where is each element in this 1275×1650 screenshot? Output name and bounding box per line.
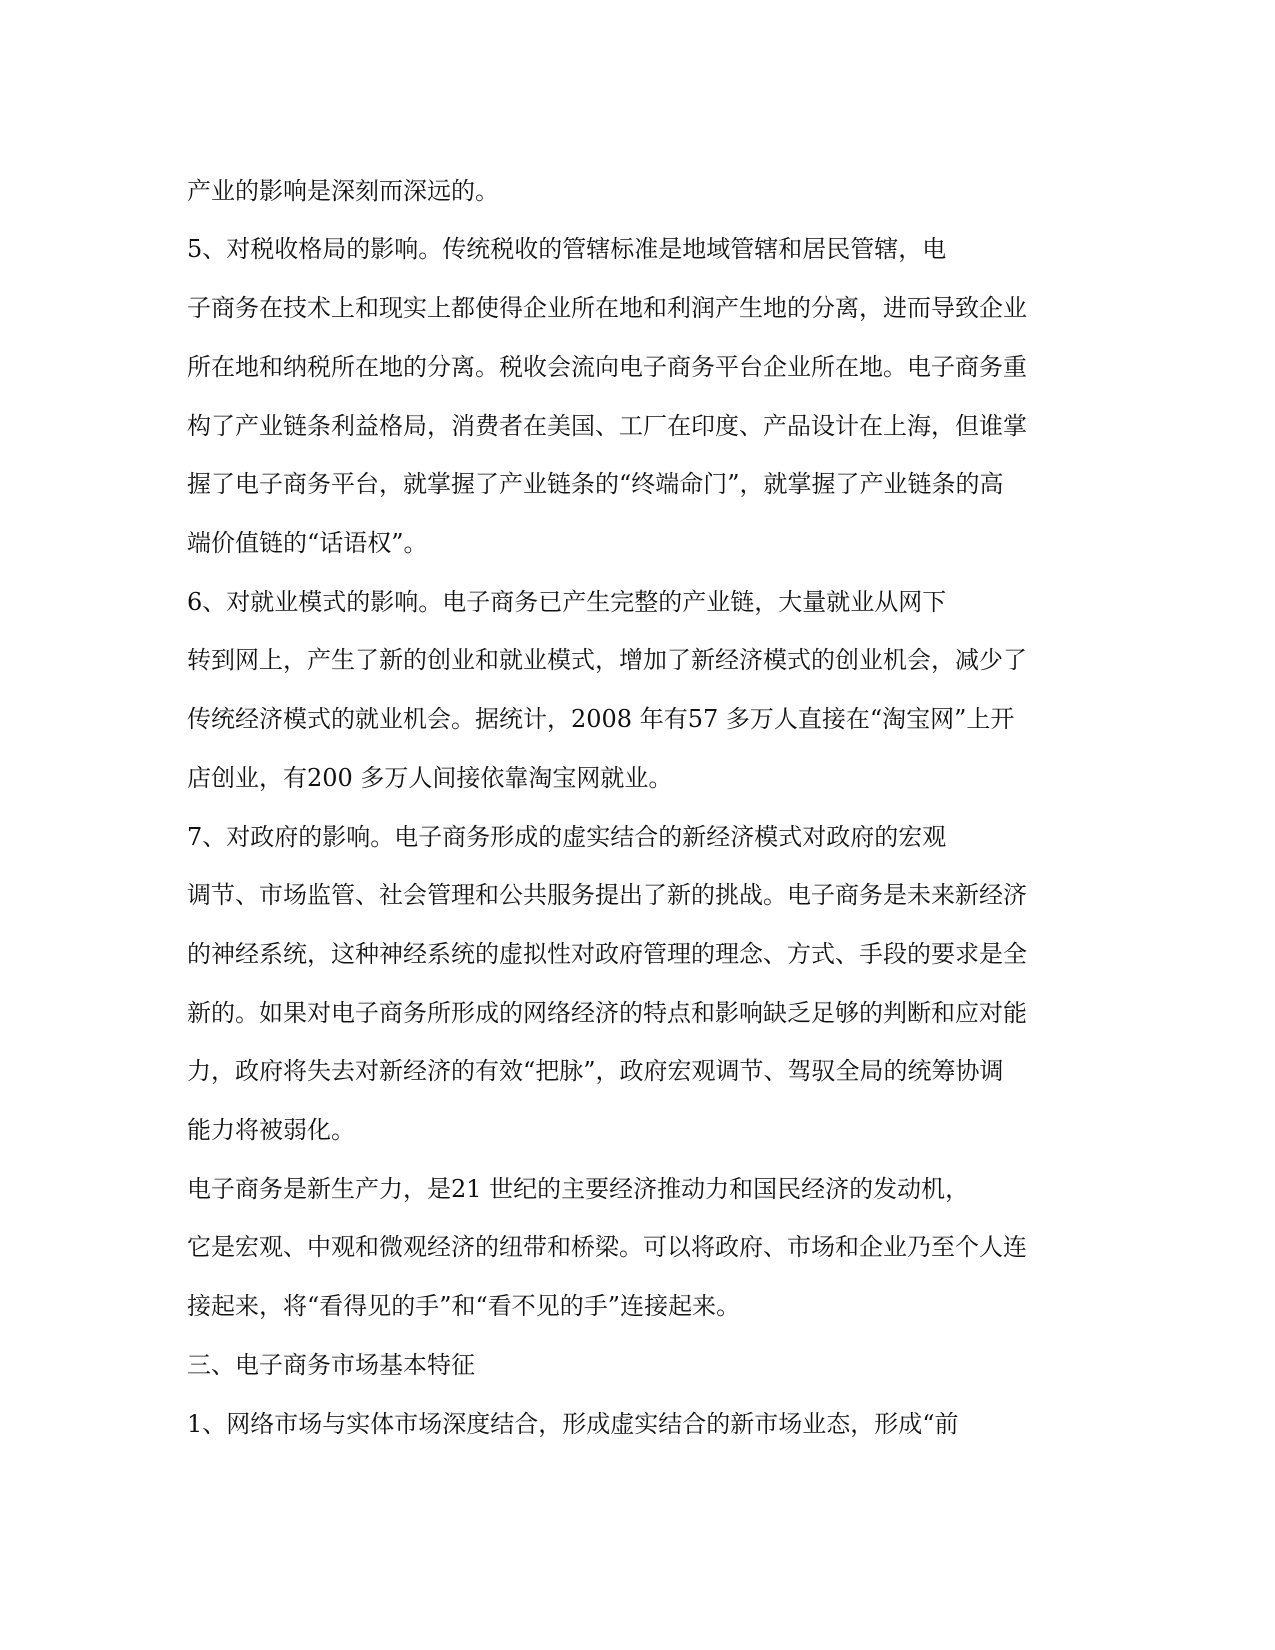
text-line: 1、网络市场与实体市场深度结合，形成虚实结合的新市场业态，形成“前 [187, 1410, 959, 1438]
text-line: 5、对税收格局的影响。传统税收的管辖标准是地域管辖和居民管辖，电 [187, 235, 947, 263]
text-line: 调节、市场监管、社会管理和公共服务提出了新的挑战。电子商务是未来新经济 [187, 881, 1027, 909]
text-line: 能力将被弱化。 [187, 1116, 355, 1144]
text-line: 店创业，有200 多万人间接依靠淘宝网就业。 [187, 764, 673, 792]
text-line: 产业的影响是深刻而深远的。 [187, 177, 499, 205]
text-line: 6、对就业模式的影响。电子商务已产生完整的产业链，大量就业从网下 [187, 588, 947, 616]
text-line: 端价值链的“话语权”。 [187, 529, 428, 557]
text-line: 握了电子商务平台，就掌握了产业链条的“终端命门”，就掌握了产业链条的高 [187, 470, 1004, 498]
text-line: 传统经济模式的就业机会。据统计，2008 年有57 多万人直接在“淘宝网”上开 [187, 705, 1015, 733]
text-line: 转到网上，产生了新的创业和就业模式，增加了新经济模式的创业机会，减少了 [187, 646, 1027, 674]
text-line: 接起来，将“看得见的手”和“看不见的手”连接起来。 [187, 1292, 741, 1320]
text-line: 新的。如果对电子商务所形成的网络经济的特点和影响缺乏足够的判断和应对能 [187, 999, 1027, 1027]
text-line: 7、对政府的影响。电子商务形成的虚实结合的新经济模式对政府的宏观 [187, 823, 947, 851]
text-line: 所在地和纳税所在地的分离。税收会流向电子商务平台企业所在地。电子商务重 [187, 353, 1027, 381]
text-line: 它是宏观、中观和微观经济的纽带和桥梁。可以将政府、市场和企业乃至个人连 [187, 1233, 1027, 1261]
section-heading: 三、电子商务市场基本特征 [187, 1351, 475, 1379]
text-line: 电子商务是新生产力，是21 世纪的主要经济推动力和国民经济的发动机， [187, 1175, 970, 1203]
text-line: 构了产业链条利益格局，消费者在美国、工厂在印度、产品设计在上海，但谁掌 [187, 412, 1027, 440]
text-line: 力，政府将失去对新经济的有效“把脉”，政府宏观调节、驾驭全局的统筹协调 [187, 1057, 1004, 1085]
text-line: 的神经系统，这种神经系统的虚拟性对政府管理的理念、方式、手段的要求是全 [187, 940, 1027, 968]
text-line: 子商务在技术上和现实上都使得企业所在地和利润产生地的分离，进而导致企业 [187, 294, 1027, 322]
